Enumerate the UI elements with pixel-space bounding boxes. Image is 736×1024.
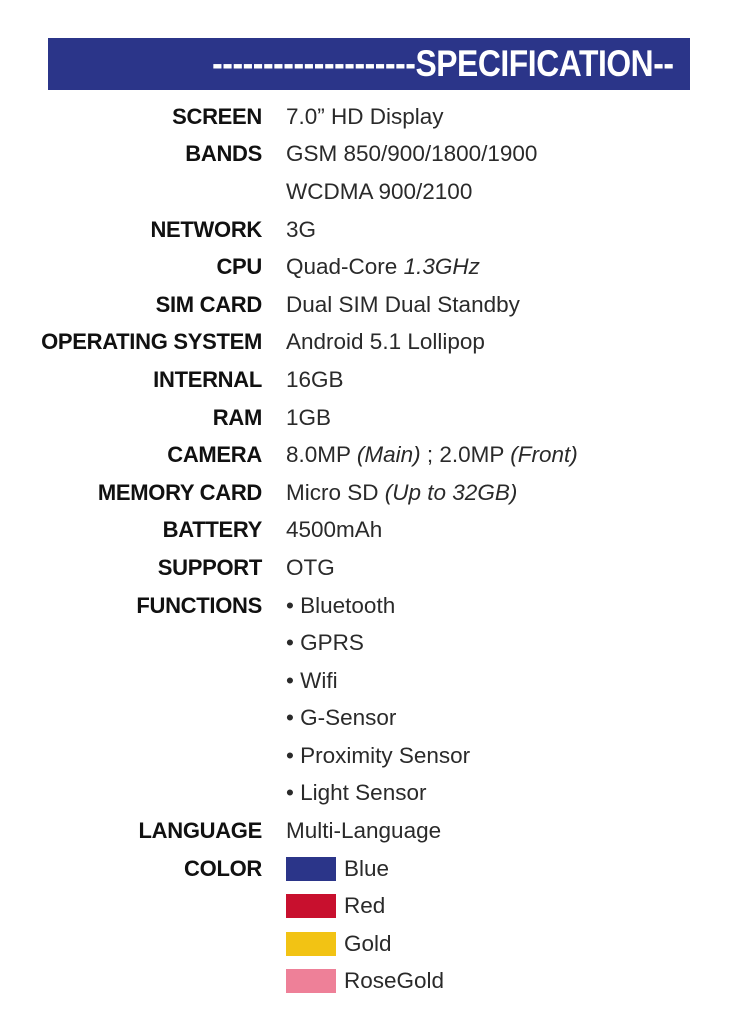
camera-main: 8.0MP [286,442,357,468]
spec-row-bands [0,136,736,174]
cpu-cores: Quad-Core [286,254,404,280]
color-name: Gold [344,930,392,956]
cpu-speed: 1.3GHz [403,254,480,280]
spec-list [0,98,736,1000]
spec-label: BANDS [185,141,262,167]
spec-label: FUNCTIONS [136,592,262,618]
spec-value: 16GB [286,366,344,392]
spec-row-camera [0,436,736,474]
spec-row-functions [0,587,736,625]
color-swatch-gold [286,932,336,956]
spec-row-functions-cont [0,624,736,662]
spec-value: GSM 850/900/1800/1900 [286,141,538,167]
spec-label: OPERATING SYSTEM [41,329,262,355]
spec-row-functions-cont [0,662,736,700]
color-name: Red [344,893,386,919]
color-option [286,856,389,882]
camera-front: ; 2.0MP [420,442,511,468]
spec-row-bands-cont [0,173,736,211]
color-option [286,931,392,957]
function-item: • G-Sensor [286,705,397,731]
spec-label: NETWORK [150,216,262,242]
spec-label: CPU [216,254,262,280]
header-banner [48,38,690,90]
spec-row-os [0,324,736,362]
spec-row-support [0,549,736,587]
color-name: Blue [344,855,390,881]
memory-limit: (Up to 32GB) [384,479,518,505]
spec-value [286,480,517,506]
spec-row-language [0,812,736,850]
spec-row-network [0,211,736,249]
spec-label: SIM CARD [155,291,262,317]
spec-row-color-cont [0,963,736,1001]
spec-row-ram [0,399,736,437]
color-swatch-red [286,894,336,918]
spec-value: 1GB [286,404,332,430]
spec-value: Dual SIM Dual Standby [286,291,520,317]
function-item: • GPRS [286,630,364,656]
spec-value: 3G [286,216,317,242]
spec-label: RAM [212,404,262,430]
camera-main-note: (Main) [356,442,421,468]
page-title: --------------------SPECIFICATION-- [212,43,674,84]
spec-value: 7.0” HD Display [286,103,444,129]
spec-label: BATTERY [162,517,262,543]
spec-row-internal [0,361,736,399]
spec-value: Multi-Language [286,818,442,844]
spec-label: SUPPORT [157,554,262,580]
spec-value: Android 5.1 Lollipop [286,329,485,355]
spec-row-memory [0,474,736,512]
color-swatch-rosegold [286,969,336,993]
spec-value [286,254,480,280]
spec-label: CAMERA [167,442,262,468]
function-item: • Wifi [286,667,338,693]
function-item: • Bluetooth [286,592,396,618]
spec-row-functions-cont [0,775,736,813]
spec-label: MEMORY CARD [97,479,262,505]
color-option [286,968,444,994]
spec-row-cpu [0,248,736,286]
function-item: • Light Sensor [286,780,427,806]
spec-label: COLOR [184,855,262,881]
spec-row-color [0,850,736,888]
spec-label: SCREEN [172,103,262,129]
spec-value [286,442,578,468]
color-name: RoseGold [344,968,445,994]
spec-row-functions-cont [0,737,736,775]
spec-value: OTG [286,554,335,580]
color-swatch-blue [286,857,336,881]
camera-front-note: (Front) [510,442,578,468]
function-item: • Proximity Sensor [286,742,471,768]
spec-label: LANGUAGE [138,818,262,844]
memory-type: Micro SD [286,479,385,505]
spec-row-battery [0,512,736,550]
spec-row-screen [0,98,736,136]
color-option [286,893,385,919]
spec-row-color-cont [0,925,736,963]
spec-label: INTERNAL [153,366,262,392]
spec-value: WCDMA 900/2100 [286,178,473,204]
spec-row-color-cont [0,887,736,925]
spec-value: 4500mAh [286,517,383,543]
spec-row-sim [0,286,736,324]
spec-row-functions-cont [0,700,736,738]
